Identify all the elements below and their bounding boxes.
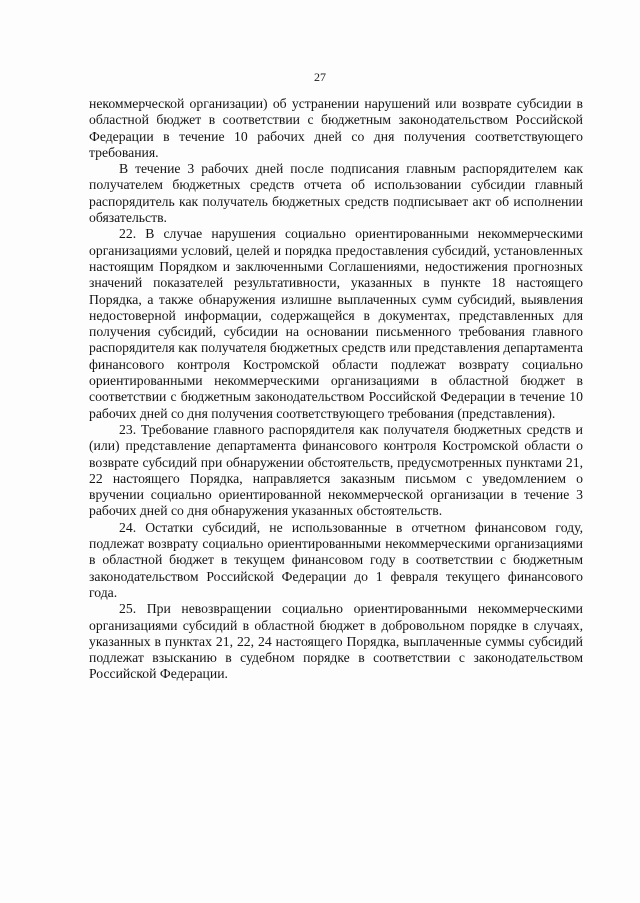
paragraph-24: 24. Остатки субсидий, не использованные в отчетном финансовом году, подлежат возврату социально ориентированными некоммерческими организациями в областной бюджет в текущем финансовом году в соответствии с бюджетным законодательством Российской Федерации до 1 февраля текущего финансового года. xyxy=(89,519,583,600)
paragraph-22: 22. В случае нарушения социально ориентированными некоммерческими организациями условий, целей и порядка предоставления субсидий, установленных настоящим Порядком и заключенными Соглашениями, недостижения прогнозных значений показателей результативности, указанных в пункте 18 настоящего Порядка, а также обнаружения излишне выплаченных сумм субсидий, выявления недостоверной информации, содержащейся в документах, представленных для получения субсидий, субсидии на основании письменного требования главного распорядителя как получателя бюджетных средств или представления департамента финансового контроля Костромской области подлежат возврату социально ориентированными некоммерческими организациями в областной бюджет в соответствии с бюджетным законодательством Российской Федерации в течение 10 рабочих дней со дня получения соответствующего требования (представления). xyxy=(89,226,583,421)
paragraph-continuation: некоммерческой организации) об устранении нарушений или возврате субсидии в областной бюджет в соответствии с бюджетным законодательством Российской Федерации в течение 10 рабочих дней со дня получения соответствующего требования. xyxy=(89,96,583,160)
paragraph-report-signing: В течение 3 рабочих дней после подписания главным распорядителем как получателем бюджетных средств отчета об использовании субсидии главный распорядитель как получатель бюджетных средств подписывает акт об исполнении обязательств. xyxy=(89,161,583,226)
paragraph-25: 25. При невозвращении социально ориентированными некоммерческими организациями субсидий в областной бюджет в добровольном порядке в случаях, указанных в пунктах 21, 22, 24 настоящего Порядка, выплаченные суммы субсидий подлежат взысканию в судебном порядке в соответствии с законодательством Российской Федерации. xyxy=(89,601,583,682)
paragraph-23: 23. Требование главного распорядителя как получателя бюджетных средств и (или) представление департамента финансового контроля Костромской области о возврате субсидий при обнаружении обстоятельств, предусмотренных пунктами 21, 22 настоящего Порядка, направляется заказным письмом с уведомлением о вручении социально ориентированной некоммерческой организации в течение 3 рабочих дней со дня обнаружения указанных обстоятельств. xyxy=(89,421,583,519)
page-number: 27 xyxy=(314,70,326,84)
document-body xyxy=(89,96,583,683)
